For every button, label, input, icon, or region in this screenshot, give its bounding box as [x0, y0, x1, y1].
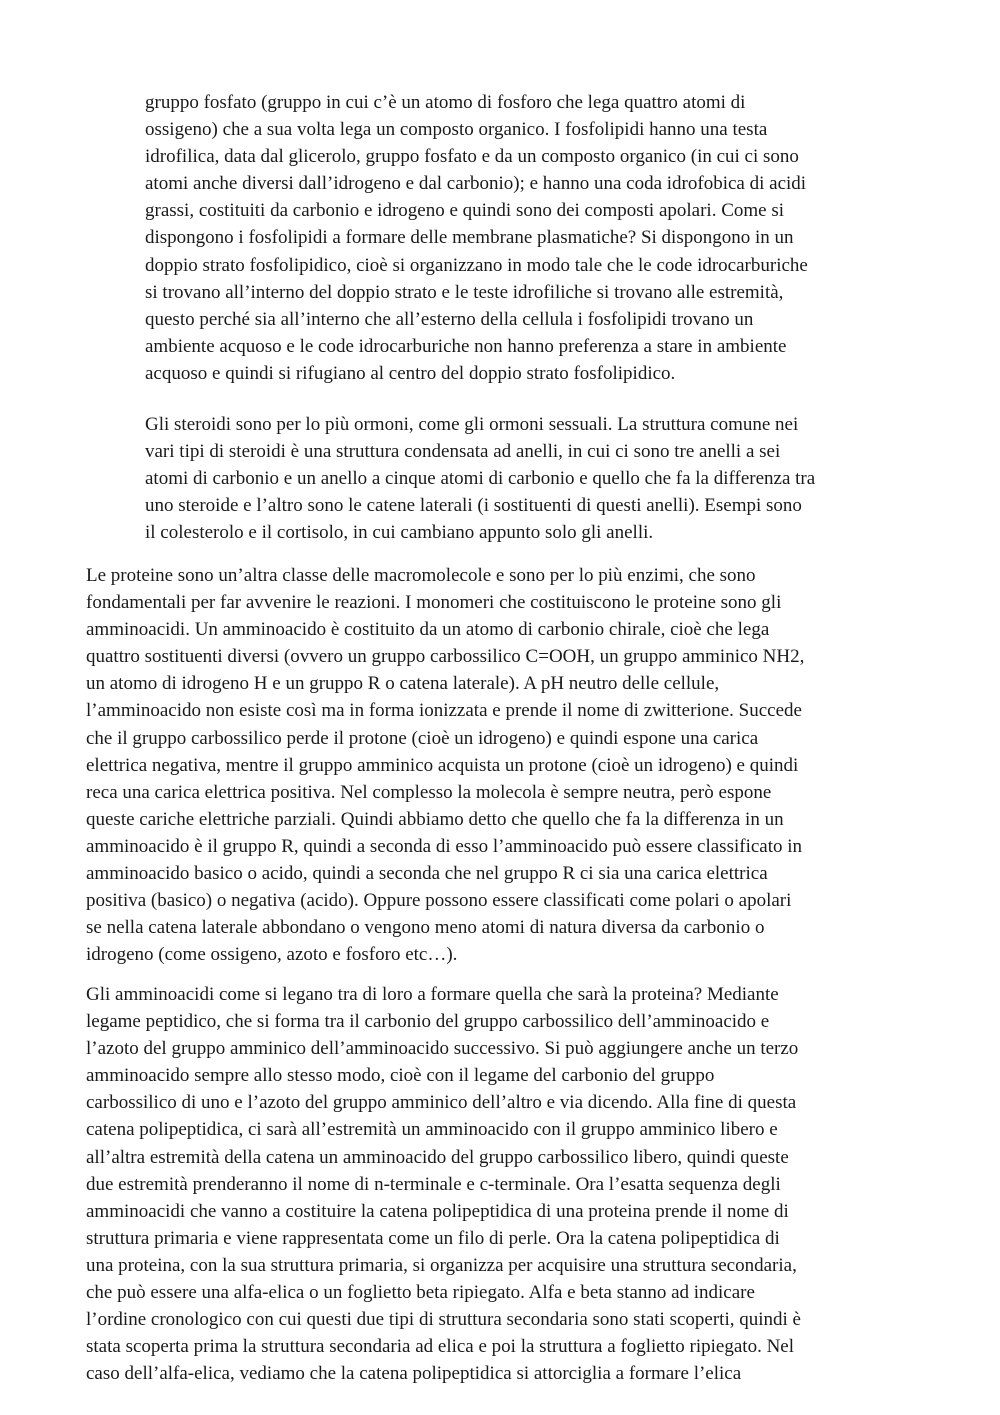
paragraph-steroidi — [145, 411, 815, 546]
text-line: vari tipi di steroidi è una struttura condensata ad anelli, in cui ci sono tre anelli a sei — [145, 441, 781, 463]
text-line: atomi anche diversi dall’idrogeno e dal carbonio); e hanno una coda idrofobica di acidi — [145, 173, 807, 195]
paragraph-proteine — [86, 562, 804, 968]
text-line: amminoacido basico o acido, quindi a seconda che nel gruppo R ci sia una carica elettrica — [86, 863, 768, 885]
text-line: l’ordine cronologico con cui questi due tipi di struttura secondaria sono stati scoperti, quindi è — [86, 1309, 801, 1331]
text-line: grassi, costituiti da carbonio e idrogeno e quindi sono dei composti apolari. Come si — [145, 200, 785, 222]
text-line: amminoacido è il gruppo R, quindi a seconda di esso l’amminoacido può essere classificato in — [86, 835, 803, 857]
text-line: ossigeno) che a sua volta lega un composto organico. I fosfolipidi hanno una testa — [145, 119, 768, 141]
text-line: amminoacidi. Un amminoacido è costituito da un atomo di carbonio chirale, cioè che lega — [86, 619, 770, 641]
text-line: Gli steroidi sono per lo più ormoni, come gli ormoni sessuali. La struttura comune nei — [145, 414, 799, 435]
text-line: il colesterolo e il cortisolo, in cui cambiano appunto solo gli anelli. — [145, 522, 654, 544]
text-line: si trovano all’interno del doppio strato e le teste idrofiliche si trovano alle estremità, — [145, 281, 784, 303]
text-line: elettrica negativa, mentre il gruppo amminico acquista un protone (cioè un idrogeno) e quindi — [86, 754, 799, 776]
text-line: ambiente acquoso e le code idrocarburiche non hanno preferenza a stare in ambiente — [145, 335, 787, 357]
text-line: all’altra estremità della catena un amminoacido del gruppo carbossilico libero, quindi queste — [86, 1146, 789, 1168]
paragraph-fosfolipidi — [145, 89, 808, 387]
text-line: carbossilico di uno e l’azoto del gruppo amminico dell’altro e via dicendo. Alla fine di questa — [86, 1092, 797, 1114]
text-line: dispongono i fosfolipidi a formare delle membrane plasmatiche? Si dispongono in un — [145, 227, 794, 249]
text-line: reca una carica elettrica positiva. Nel complesso la molecola è sempre neutra, però espone — [86, 781, 772, 803]
text-line: Le proteine sono un’altra classe delle macromolecole e sono per lo più enzimi, che sono — [86, 565, 756, 586]
text-line: gruppo fosfato (gruppo in cui c’è un atomo di fosforo che lega quattro atomi di — [145, 92, 746, 113]
text-line: positiva (basico) o negativa (acido). Oppure possono essere classificati come polari o apolari — [86, 890, 792, 912]
text-line: acquoso e quindi si rifugiano al centro del doppio strato fosfolipidico. — [145, 362, 676, 384]
text-line: catena polipeptidica, ci sarà all’estremità un amminoacido con il gruppo amminico libero e — [86, 1119, 778, 1141]
text-line: idrogeno (come ossigeno, azoto e fosforo etc…). — [86, 944, 458, 966]
text-line: legame peptidico, che si forma tra il carbonio del gruppo carbossilico dell’amminoacido e — [86, 1011, 770, 1033]
text-line: atomi di carbonio e un anello a cinque atomi di carbonio e quello che fa la differenza tra — [145, 468, 816, 490]
text-line: uno steroide e l’altro sono le catene laterali (i sostituenti di questi anelli). Esempi sono — [145, 495, 802, 517]
text-line: se nella catena laterale abbondano o vengono meno atomi di natura diversa da carbonio o — [86, 917, 765, 939]
text-line: un atomo di idrogeno H e un gruppo R o catena laterale). A pH neutro delle cellule, — [86, 673, 720, 695]
text-line: stata scoperta prima la struttura secondaria ad elica e poi la struttura a foglietto ripiegato. Nel — [86, 1336, 795, 1358]
text-line: l’azoto del gruppo amminico dell’amminoacido successivo. Si può aggiungere anche un terzo — [86, 1038, 799, 1060]
text-line: Gli amminoacidi come si legano tra di loro a formare quella che sarà la proteina? Mediante — [86, 984, 779, 1005]
text-line: che può essere una alfa-elica o un foglietto beta ripiegato. Alfa e beta stanno ad indicare — [86, 1282, 755, 1304]
text-line: fondamentali per far avvenire le reazioni. I monomeri che costituiscono le proteine sono gli — [86, 592, 782, 614]
text-line: amminoacidi che vanno a costituire la catena polipeptidica di una proteina prende il nome di — [86, 1200, 789, 1222]
text-line: doppio strato fosfolipidico, cioè si organizzano in modo tale che le code idrocarburiche — [145, 254, 808, 276]
text-line: struttura primaria e viene rappresentata come un filo di perle. Ora la catena polipeptidica di — [86, 1227, 780, 1249]
text-line: amminoacido sempre allo stesso modo, cioè con il legame del carbonio del gruppo — [86, 1065, 715, 1087]
text-line: quattro sostituenti diversi (ovvero un gruppo carbossilico C=OOH, un gruppo amminico NH2, — [86, 646, 805, 668]
text-line: due estremità prenderanno il nome di n-terminale e c-terminale. Ora l’esatta sequenza degli — [86, 1173, 781, 1195]
paragraph-legame-peptidico — [86, 981, 801, 1387]
text-line: caso dell’alfa-elica, vediamo che la catena polipeptidica si attorciglia a formare l’elica — [86, 1363, 742, 1385]
text-line: che il gruppo carbossilico perde il protone (cioè un idrogeno) e quindi espone una carica — [86, 727, 759, 749]
text-line: idrofilica, data dal glicerolo, gruppo fosfato e da un composto organico (in cui ci sono — [145, 146, 799, 168]
text-line: queste cariche elettriche parziali. Quindi abbiamo detto che quello che fa la differenza in un — [86, 808, 784, 830]
text-line: questo perché sia all’interno che all’esterno della cellula i fosfolipidi trovano un — [145, 308, 754, 330]
text-line: l’amminoacido non esiste così ma in forma ionizzata e prende il nome di zwitterione. Succede — [86, 700, 802, 722]
text-line: una proteina, con la sua struttura primaria, si organizza per acquisire una struttura secondaria, — [86, 1254, 797, 1276]
